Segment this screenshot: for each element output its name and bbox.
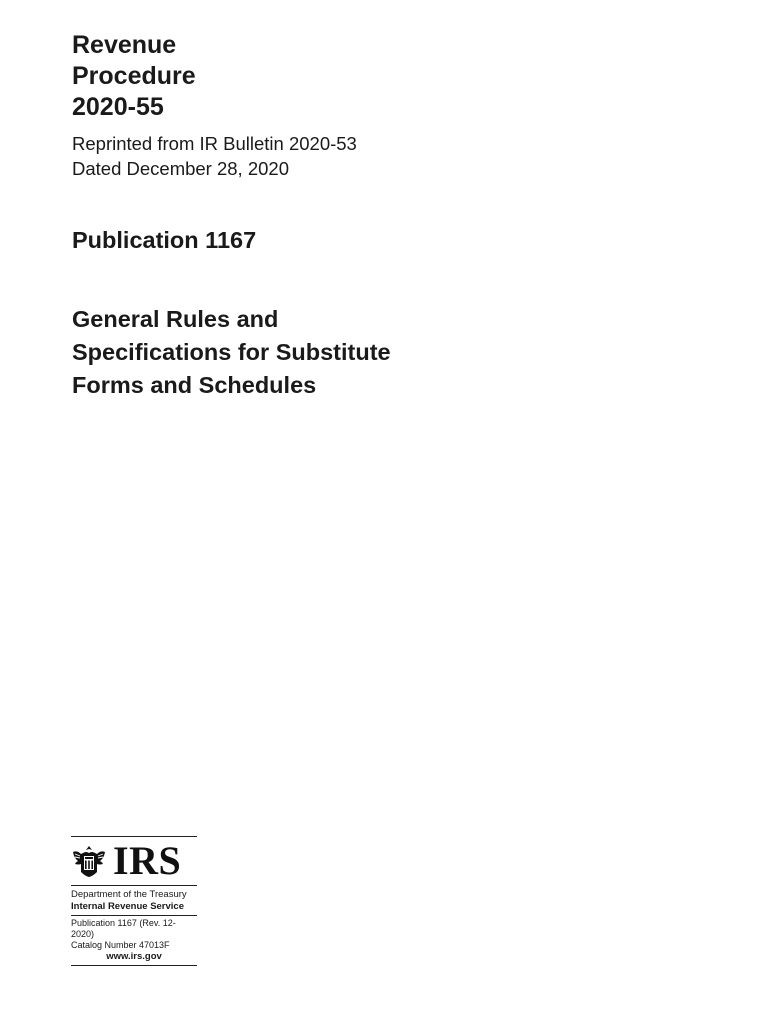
procedure-title-line-2: Procedure [72, 62, 196, 90]
reprint-line: Reprinted from IR Bulletin 2020-53 [72, 133, 357, 154]
reprint-info [72, 131, 357, 181]
logo-rule [71, 885, 197, 886]
irs-footer [71, 836, 197, 966]
agency-rule [71, 915, 197, 916]
irs-logo [71, 837, 197, 885]
irs-wordmark: IRS [113, 838, 182, 883]
document-title-line-1: General Rules and [72, 306, 279, 332]
procedure-title [72, 30, 196, 123]
irs-eagle-icon [71, 844, 107, 878]
document-title-line-2: Specifications for Substitute [72, 339, 391, 365]
website-link[interactable]: www.irs.gov [106, 951, 162, 962]
procedure-title-line-1: Revenue [72, 31, 177, 59]
procedure-number: 2020-55 [72, 93, 164, 121]
department-name: Department of the Treasury [71, 889, 187, 900]
document-title [72, 303, 391, 402]
publication-revision: Publication 1167 (Rev. 12-2020) [71, 918, 176, 939]
publication-title: Publication 1167 [72, 227, 257, 253]
catalog-number: Catalog Number 47013F [71, 940, 170, 950]
document-title-line-3: Forms and Schedules [72, 372, 317, 398]
date-line: Dated December 28, 2020 [72, 158, 289, 179]
agency-name: Internal Revenue Service [71, 901, 184, 912]
bottom-rule [71, 965, 197, 966]
